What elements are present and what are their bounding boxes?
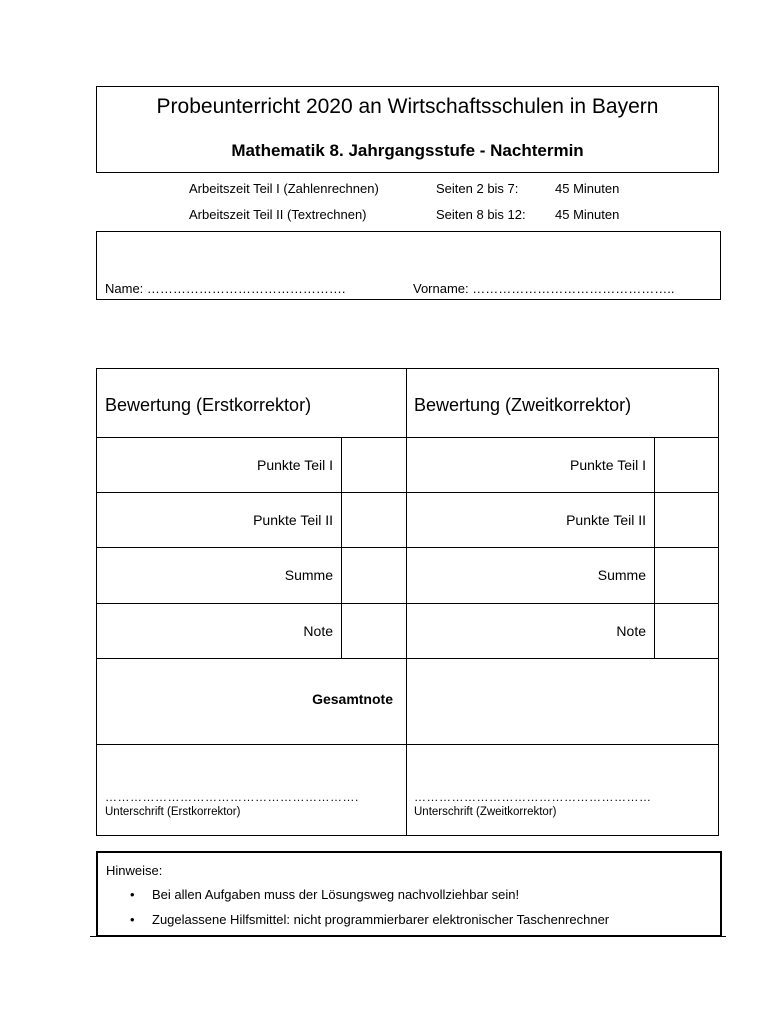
work-time-label: Arbeitszeit Teil II (Textrechnen) bbox=[189, 207, 367, 222]
name-field[interactable]: Name: ………………………………………. bbox=[105, 281, 346, 296]
bottom-rule bbox=[90, 936, 726, 937]
second-corrector-header: Bewertung (Zweitkorrektor) bbox=[414, 395, 632, 415]
work-time-duration: 45 Minuten bbox=[555, 181, 620, 196]
row-divider bbox=[97, 547, 718, 548]
total-grade-label: Gesamtnote bbox=[312, 691, 393, 707]
first-values-cells[interactable] bbox=[342, 438, 405, 658]
signature-label-first: Unterschrift (Erstkorrektor) bbox=[105, 806, 241, 818]
note-text: Zugelassene Hilfsmittel: nicht programmierbarer elektronischer Taschenrechner bbox=[152, 912, 610, 927]
note-item bbox=[130, 887, 519, 902]
title-box bbox=[96, 86, 719, 173]
points-part1-label: Punkte Teil I bbox=[256, 457, 333, 473]
signature-label-second: Unterschrift (Zweitkorrektor) bbox=[414, 806, 557, 818]
row-divider bbox=[97, 603, 718, 604]
signature-line-second[interactable]: ………………………………………………… bbox=[414, 790, 652, 804]
total-grade-cell[interactable] bbox=[407, 659, 718, 743]
second-values-cells[interactable] bbox=[655, 438, 718, 658]
work-time-pages: Seiten 2 bis 7: bbox=[436, 181, 519, 196]
document-title: Probeunterricht 2020 an Wirtschaftsschulen in Bayern bbox=[156, 95, 659, 118]
row-divider bbox=[97, 437, 718, 438]
vorname-field[interactable]: Vorname: ……………………………………….. bbox=[413, 281, 675, 296]
note-item bbox=[130, 912, 609, 927]
grade-label: Note bbox=[303, 623, 333, 639]
document-subtitle: Mathematik 8. Jahrgangsstufe - Nachtermin bbox=[231, 141, 584, 160]
points-part1-label: Punkte Teil I bbox=[569, 457, 646, 473]
sum-label: Summe bbox=[597, 567, 646, 583]
bullet-icon: • bbox=[130, 887, 135, 902]
note-text: Bei allen Aufgaben muss der Lösungsweg nachvollziehbar sein! bbox=[152, 887, 520, 902]
grade-label: Note bbox=[616, 623, 646, 639]
signature-line-first[interactable]: ……………………………………………………. bbox=[105, 790, 359, 804]
points-part2-label: Punkte Teil II bbox=[566, 512, 646, 528]
row-divider bbox=[97, 492, 718, 493]
bullet-icon: • bbox=[130, 912, 135, 927]
notes-title: Hinweise: bbox=[106, 863, 163, 878]
work-time-label: Arbeitszeit Teil I (Zahlenrechnen) bbox=[189, 181, 379, 196]
row-divider bbox=[97, 744, 718, 745]
name-box bbox=[96, 231, 721, 300]
sum-label: Summe bbox=[284, 567, 333, 583]
first-corrector-header: Bewertung (Erstkorrektor) bbox=[105, 395, 312, 415]
work-time-duration: 45 Minuten bbox=[555, 207, 620, 222]
work-time-pages: Seiten 8 bis 12: bbox=[436, 207, 526, 222]
notes-box bbox=[96, 851, 722, 937]
points-part2-label: Punkte Teil II bbox=[253, 512, 333, 528]
grading-table bbox=[96, 368, 719, 836]
center-divider bbox=[406, 369, 407, 835]
